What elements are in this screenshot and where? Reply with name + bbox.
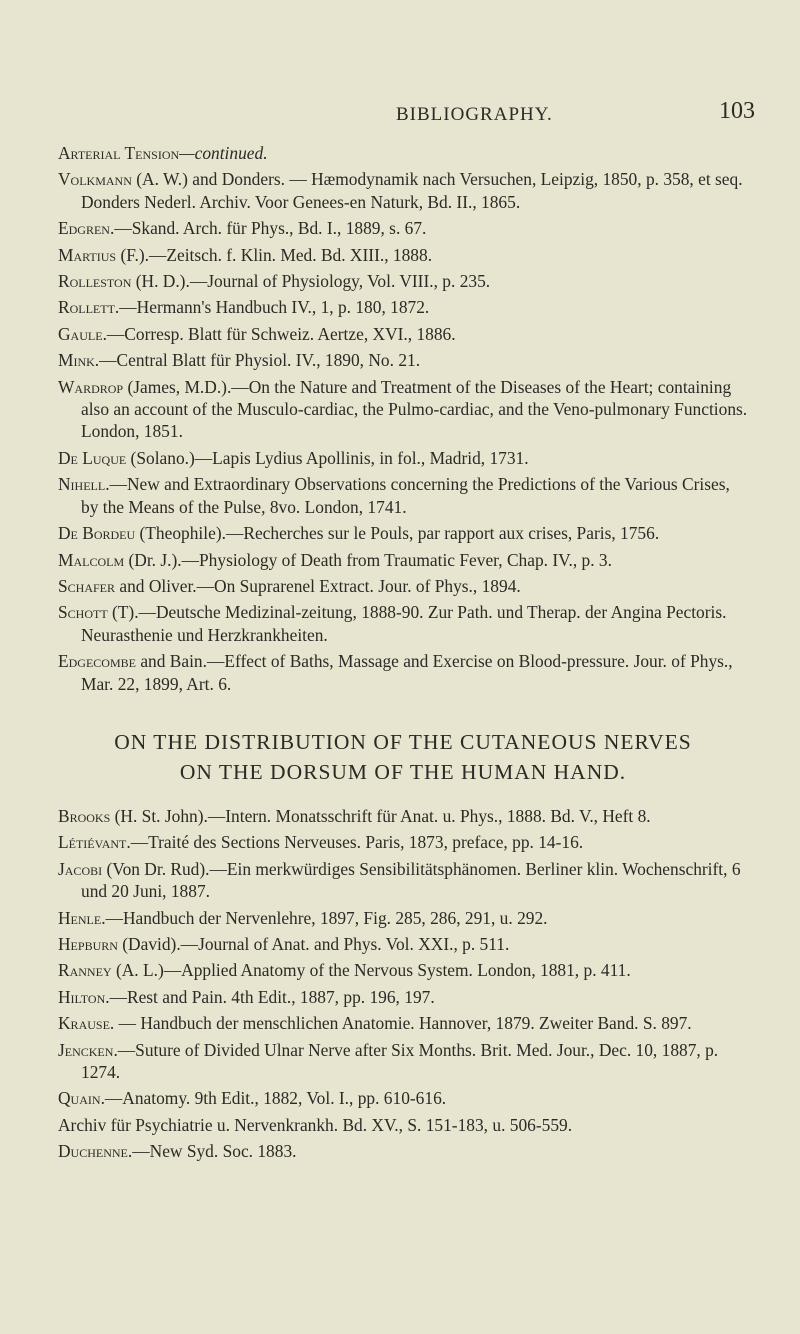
entry-author: Wardrop xyxy=(58,376,124,397)
bibliography-entry xyxy=(58,1114,748,1136)
entry-author: Quain xyxy=(58,1088,101,1109)
bibliography-entry xyxy=(58,376,748,443)
section-heading-arterial-tension xyxy=(58,142,748,164)
bibliography-entry xyxy=(58,1087,748,1109)
entry-author: Edgren xyxy=(58,218,110,239)
bibliography-entry xyxy=(58,1012,748,1034)
bibliography-entry xyxy=(58,1039,748,1084)
entry-author: Jacobi xyxy=(58,858,103,879)
bibliography-entry xyxy=(58,959,748,981)
entry-author: Hepburn xyxy=(58,933,118,954)
entry-author: Mink xyxy=(58,350,95,371)
bibliography-entry xyxy=(58,601,748,646)
section-heading-main: Arterial Tension xyxy=(58,143,180,163)
entry-author: Ranney xyxy=(58,960,112,981)
bibliography-entry xyxy=(58,1140,748,1162)
bibliography-entry xyxy=(58,933,748,955)
entry-author: Krause xyxy=(58,1013,110,1034)
bibliography-entry xyxy=(58,473,748,518)
entry-text: (Solano.)—Lapis Lydius Apollinis, in fol., Madrid, 1731. xyxy=(126,447,529,468)
entry-author: De Bordeu xyxy=(58,523,136,544)
entry-text: .—Suture of Divided Ulnar Nerve after Six Months. Brit. Med. Jour., Dec. 10, 1887, p. 1274. xyxy=(81,1039,719,1082)
entry-author: Henle xyxy=(58,907,102,928)
bibliography-entry xyxy=(58,650,748,695)
entry-text: . — Handbuch der menschlichen Anatomie. Hannover, 1879. Zweiter Band. S. 897. xyxy=(109,1013,692,1034)
bibliography-entry xyxy=(58,296,748,318)
entry-text: (Theophile).—Recherches sur le Pouls, par rapport aux crises, Paris, 1756. xyxy=(135,523,660,544)
entry-text: (H. St. John).—Intern. Monatsschrift für Anat. u. Phys., 1888. Bd. V., Heft 8. xyxy=(110,805,651,826)
entry-text: (T).—Deutsche Medizinal-zeitung, 1888-90. Zur Path. und Therap. der Angina Pectoris. Neurasthenie und Herzkrankheiten. xyxy=(81,602,727,645)
section-title-line-1: ON THE DISTRIBUTION OF THE CUTANEOUS NERVES xyxy=(114,729,692,754)
bibliography-entry xyxy=(58,907,748,929)
entry-author: Malcolm xyxy=(58,549,125,570)
entry-text: .—Traité des Sections Nerveuses. Paris, 1873, preface, pp. 14-16. xyxy=(126,832,584,853)
bibliography-list-cutaneous-nerves xyxy=(58,805,748,1163)
entry-author: Brooks xyxy=(58,805,111,826)
bibliography-entry xyxy=(58,831,748,853)
entry-text: .—Rest and Pain. 4th Edit., 1887, pp. 196, 197. xyxy=(105,986,435,1007)
entry-text: and Bain.—Effect of Baths, Massage and Exercise on Blood-pressure. Jour. of Phys., Mar. 22, 1899, Art. 6. xyxy=(81,651,733,694)
entry-text: .—Central Blatt für Physiol. IV., 1890, No. 21. xyxy=(94,350,421,371)
entry-text: .—Corresp. Blatt für Schweiz. Aertze, XVI., 1886. xyxy=(102,323,456,344)
entry-author: Létiévant xyxy=(58,832,127,853)
bibliography-entry xyxy=(58,986,748,1008)
entry-text: .—Anatomy. 9th Edit., 1882, Vol. I., pp. 610-616. xyxy=(100,1088,447,1109)
entry-author: Schott xyxy=(58,602,108,623)
bibliography-entry xyxy=(58,217,748,239)
entry-text: (James, M.D.).—On the Nature and Treatment of the Diseases of the Heart; containing also an account of the Musculo-cardiac, the Pulmo-cardiac, and the Veno-pulmonary Functions. London, 1851. xyxy=(81,376,748,442)
entry-text: (A. L.)—Applied Anatomy of the Nervous System. London, 1881, p. 411. xyxy=(111,960,631,981)
bibliography-entry xyxy=(58,349,748,371)
bibliography-entry xyxy=(58,244,748,266)
entry-author: Nihell xyxy=(58,474,106,495)
entry-text: (F.).—Zeitsch. f. Klin. Med. Bd. XIII., 1888. xyxy=(116,244,433,265)
entry-author: Schafer xyxy=(58,575,116,596)
entry-author: Hilton xyxy=(58,986,106,1007)
entry-author: Volkmann xyxy=(58,169,132,190)
entry-text: (Von Dr. Rud).—Ein merkwürdiges Sensibilitätsphänomen. Berliner klin. Wochenschrift, 6 und 20 Juni, 1887. xyxy=(81,858,741,902)
entry-author: Edgecombe xyxy=(58,651,136,672)
entry-author: Rolleston xyxy=(58,271,132,292)
entry-author: De Luque xyxy=(58,447,127,468)
entry-author: Martius xyxy=(58,244,117,265)
entry-text: .—Handbuch der Nervenlehre, 1897, Fig. 285, 286, 291, u. 292. xyxy=(101,907,548,928)
entry-text: (David).—Journal of Anat. and Phys. Vol. XXI., p. 511. xyxy=(117,933,510,954)
entry-text: .—Skand. Arch. für Phys., Bd. I., 1889, s. 67. xyxy=(109,218,427,239)
page-content xyxy=(58,142,748,1167)
entry-text: and Oliver.—On Suprarenel Extract. Jour. of Phys., 1894. xyxy=(115,575,521,596)
entry-author: Jencken xyxy=(58,1039,114,1060)
bibliography-entry xyxy=(58,858,748,903)
running-head xyxy=(0,98,800,138)
running-title: BIBLIOGRAPHY. xyxy=(396,104,553,125)
entry-text: (H. D.).—Journal of Physiology, Vol. VIII., p. 235. xyxy=(131,271,491,292)
section-title-line-2: ON THE DORSUM OF THE HUMAN HAND. xyxy=(179,759,627,784)
bibliography-list-arterial-tension xyxy=(58,168,748,695)
bibliography-entry xyxy=(58,522,748,544)
entry-text: Archiv für Psychiatrie u. Nervenkrankh. Bd. XV., S. 151-183, u. 506-559. xyxy=(58,1114,573,1135)
page-number: 103 xyxy=(719,98,755,124)
entry-text: (A. W.) and Donders. — Hæmodynamik nach Versuchen, Leipzig, 1850, p. 358, et seq. Donders Nederl. Archiv. Voor Genees-en Naturk, Bd. II., 1865. xyxy=(81,169,743,212)
entry-text: (Dr. J.).—Physiology of Death from Traumatic Fever, Chap. IV., p. 3. xyxy=(124,549,612,570)
entry-text: .—New Syd. Soc. 1883. xyxy=(127,1141,297,1162)
bibliography-entry xyxy=(58,168,748,213)
section-heading-continued: —continued. xyxy=(179,143,268,163)
entry-text: .—Hermann's Handbuch IV., 1, p. 180, 1872. xyxy=(114,297,430,318)
entry-author: Gaule xyxy=(58,323,103,344)
entry-text: .—New and Extraordinary Observations concerning the Predictions of the Various Crises, by the Means of the Pulse, 8vo. London, 1741. xyxy=(81,474,730,517)
entry-author: Rollett xyxy=(58,297,115,318)
bibliography-entry xyxy=(58,549,748,571)
bibliography-entry xyxy=(58,805,748,827)
bibliography-entry xyxy=(58,447,748,469)
bibliography-entry xyxy=(58,270,748,292)
section-title-block xyxy=(58,727,748,787)
entry-author: Duchenne xyxy=(58,1141,128,1162)
bibliography-entry xyxy=(58,323,748,345)
bibliography-entry xyxy=(58,575,748,597)
